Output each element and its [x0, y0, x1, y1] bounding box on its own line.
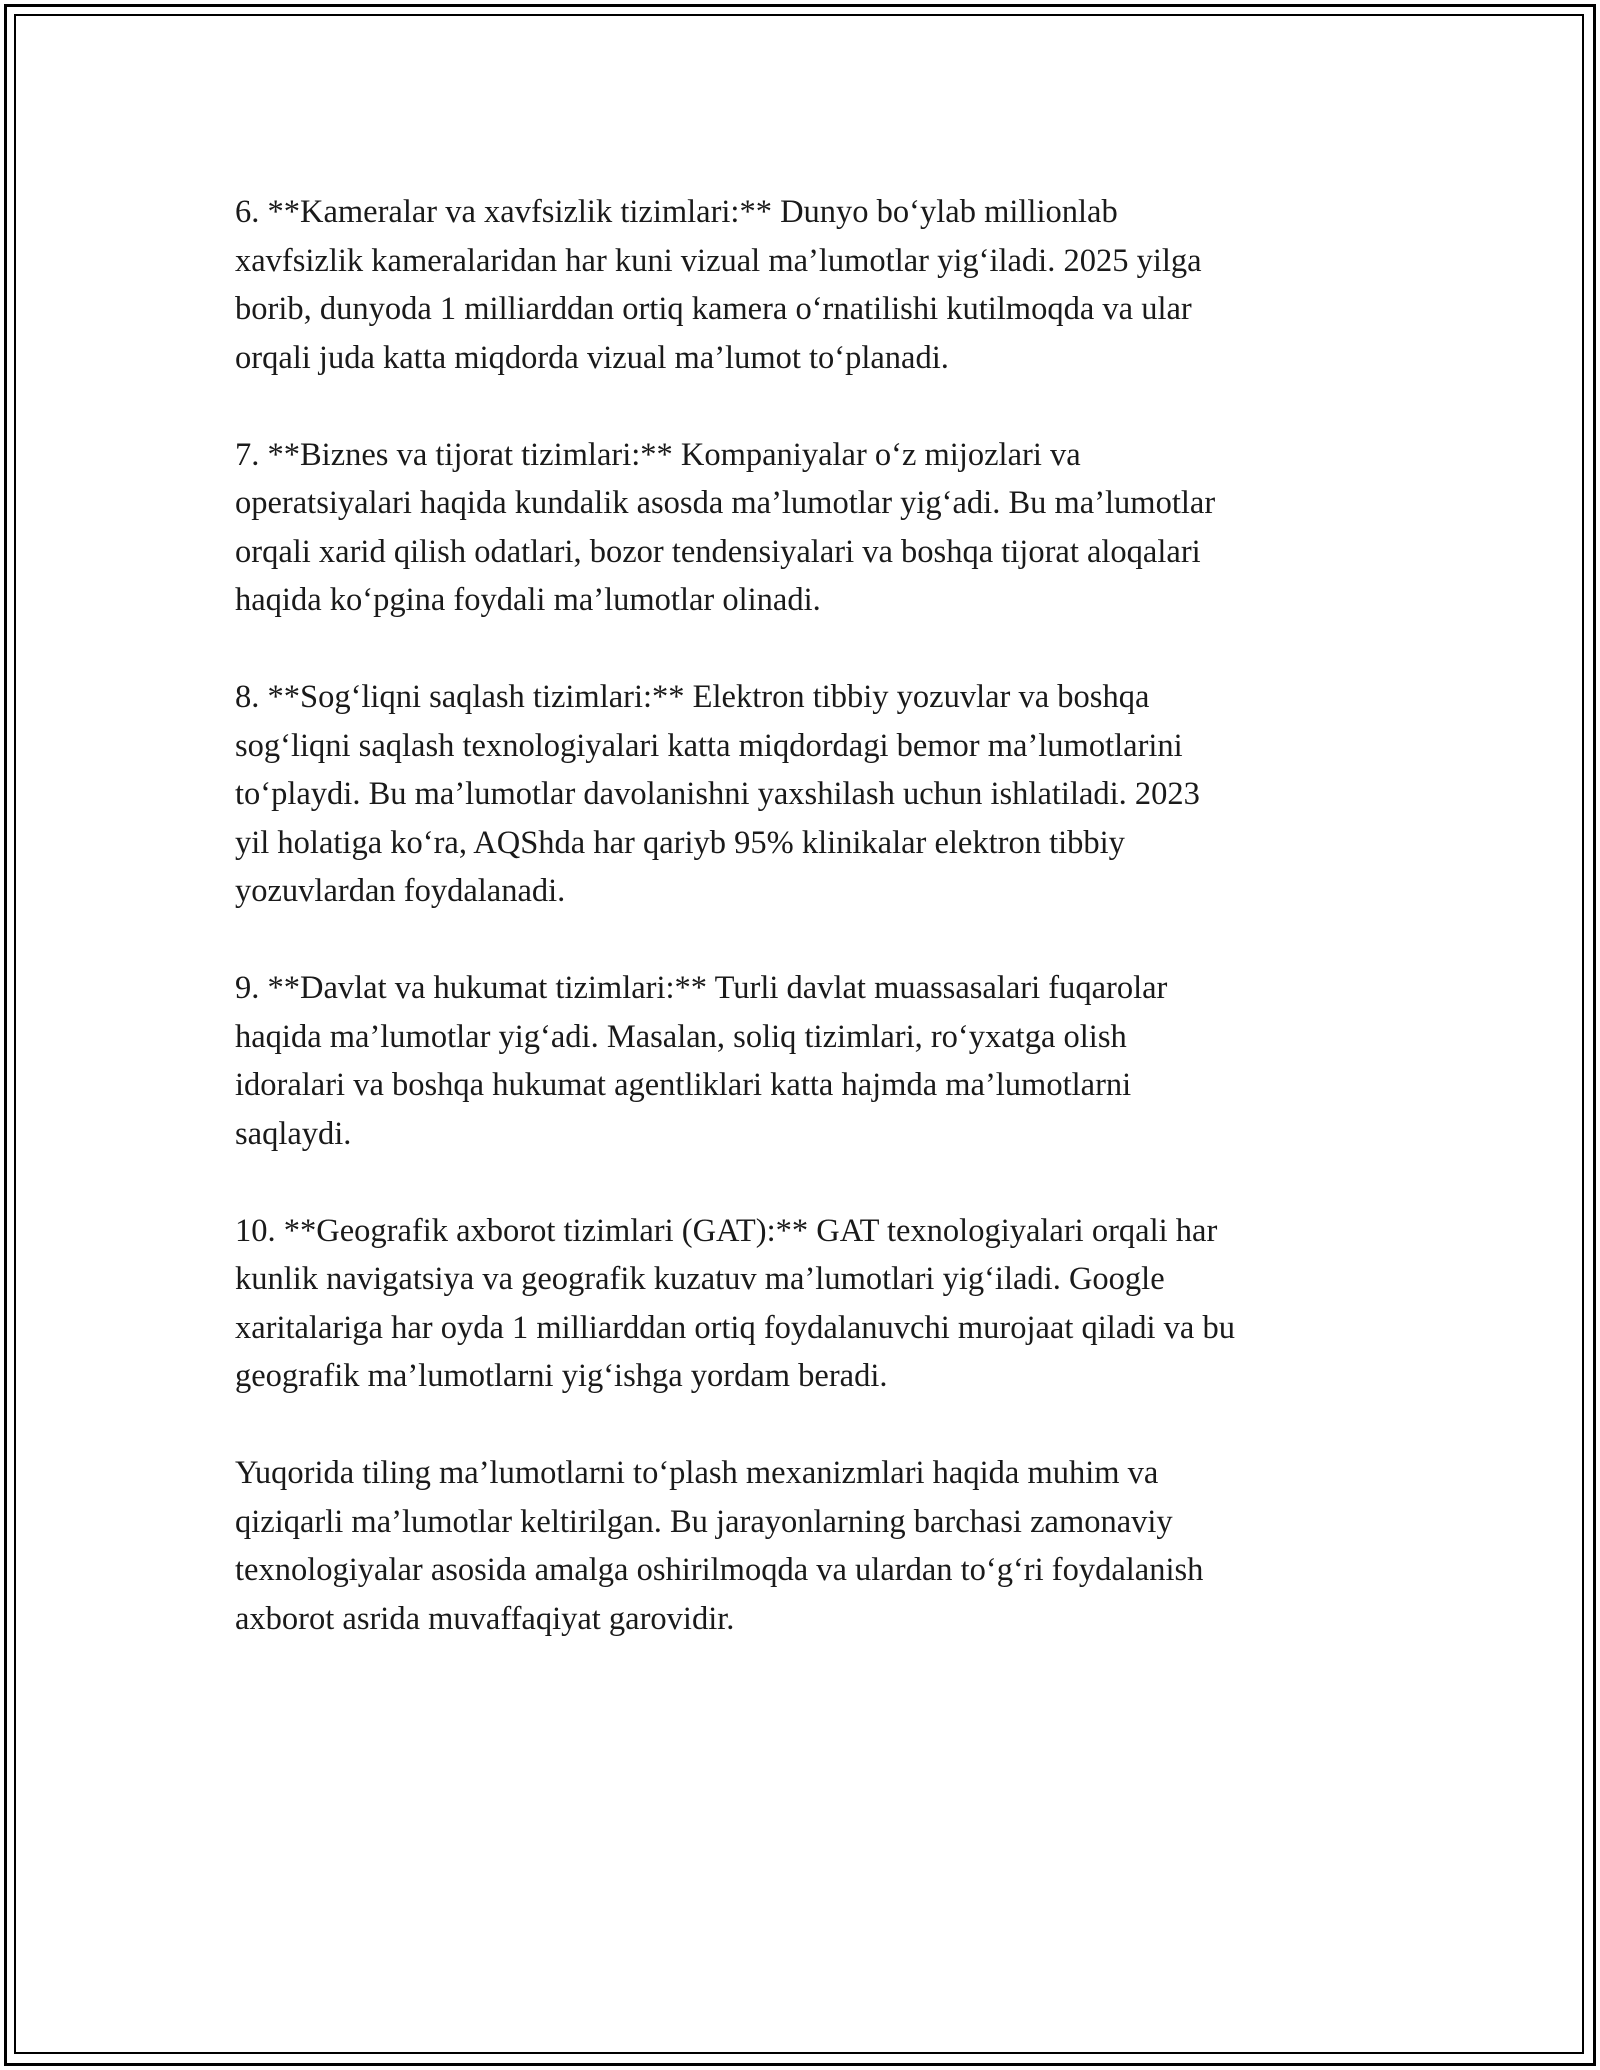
paragraph-government: 9. **Davlat va hukumat tizimlari:** Turli davlat muassasalari fuqarolar haqida ma’lumotlar yig‘adi. Masalan, soliq tizimlari, ro‘yxatga olish idoralari va boshqa hukumat agentliklari katta hajmda ma’lumotlarni saqlaydi.	[235, 970, 1168, 1152]
paragraph-conclusion: Yuqorida tiling ma’lumotlarni to‘plash mexanizmlari haqida muhim va qiziqarli ma’lumotlar keltirilgan. Bu jarayonlarning barchasi zamonaviy texnologiyalar asosida amalga oshirilmoqda va ulardan to‘g‘ri foydalanish axborot asrida muvaffaqiyat garovidir.	[235, 1455, 1204, 1637]
paragraph-healthcare: 8. **Sog‘liqni saqlash tizimlari:** Elektron tibbiy yozuvlar va boshqa sog‘liqni saqlash texnologiyalari katta miqdordagi bemor ma’lumotlarini to‘playdi. Bu ma’lumotlar davolanishni yaxshilash uchun ishlatiladi. 2023 yil holatiga ko‘ra, AQShda har qariyb 95% klinikalar elektron tibbiy yozuvlardan foydalanadi.	[235, 679, 1200, 909]
document-body	[235, 188, 1375, 1692]
paragraph-gis: 10. **Geografik axborot tizimlari (GAT):** GAT texnologiyalari orqali har kunlik navigatsiya va geografik kuzatuv ma’lumotlari yig‘iladi. Google xaritalariga har oyda 1 milliarddan ortiq foydalanuvchi murojaat qiladi va bu geografik ma’lumotlarni yig‘ishga yordam beradi.	[235, 1212, 1235, 1394]
paragraph-cameras-security: 6. **Kameralar va xavfsizlik tizimlari:** Dunyo bo‘ylab millionlab xavfsizlik kameralaridan har kuni vizual ma’lumotlar yig‘iladi. 2025 yilga borib, dunyoda 1 milliarddan ortiq kamera o‘rnatilishi kutilmoqda va ular orqali juda katta miqdorda vizual ma’lumot to‘planadi.	[235, 194, 1202, 376]
paragraph-business-commerce: 7. **Biznes va tijorat tizimlari:** Kompaniyalar o‘z mijozlari va operatsiyalari haqida kundalik asosda ma’lumotlar yig‘adi. Bu ma’lumotlar orqali xarid qilish odatlari, bozor tendensiyalari va boshqa tijorat aloqalari haqida ko‘pgina foydali ma’lumotlar olinadi.	[235, 436, 1216, 618]
